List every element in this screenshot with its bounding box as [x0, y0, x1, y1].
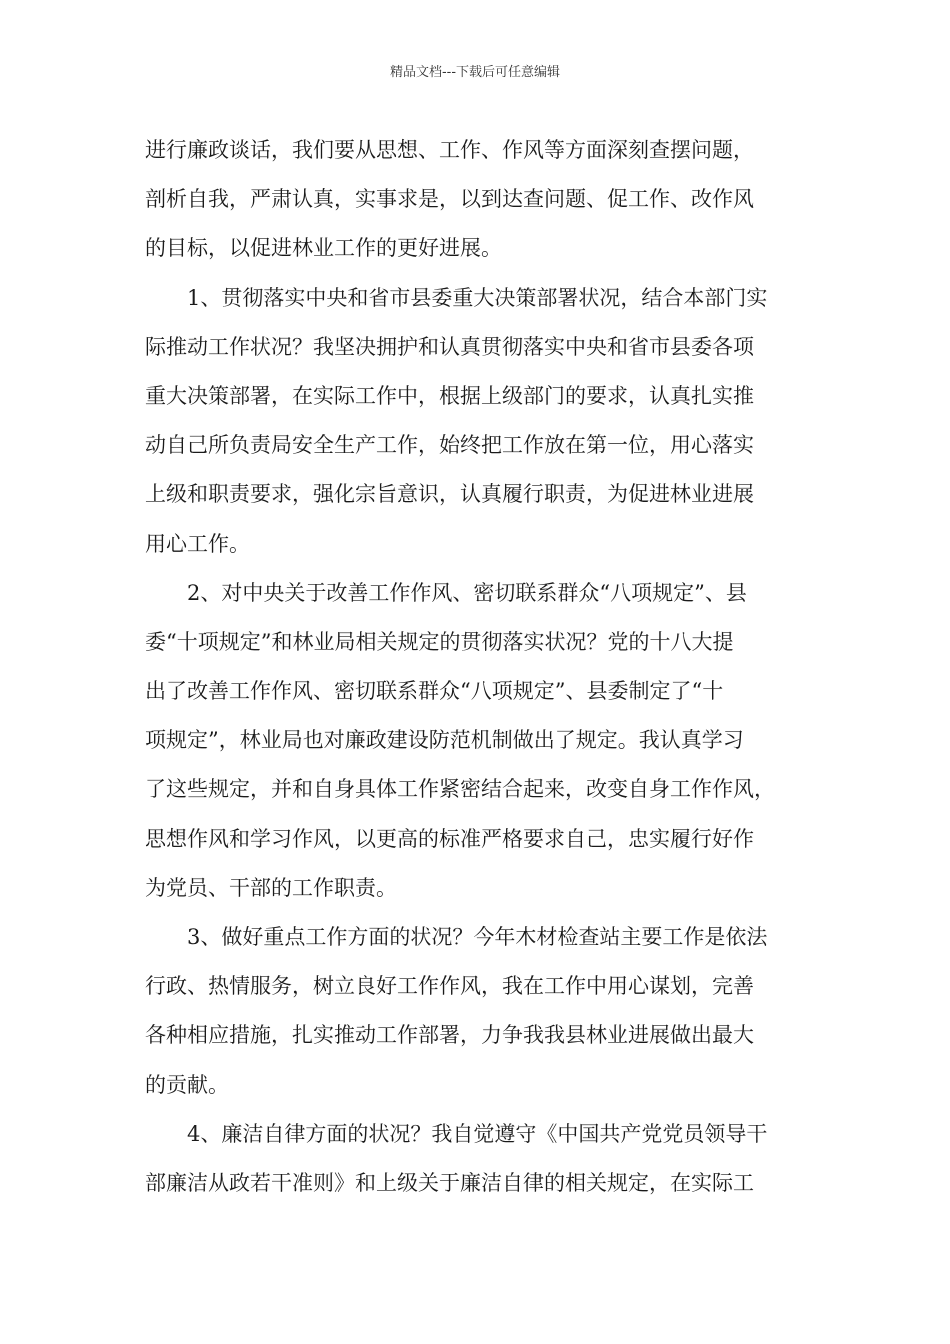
page-header: 精品文档---下载后可任意编辑 — [389, 65, 561, 80]
text-line: 项规定”，林业局也对廉政建设防范机制做出了规定。我认真学习 — [145, 728, 744, 753]
text-line: 的贡献。 — [145, 1072, 229, 1097]
text-line: 3、做好重点工作方面的状况？今年木材检查站主要工作是依法 — [187, 925, 768, 949]
text-line: 各种相应措施，扎实推动工作部署，力争我我县林业进展做出最大 — [145, 1023, 754, 1048]
text-line: 出了改善工作作风、密切联系群众“八项规定”、县委制定了“十 — [145, 679, 724, 704]
text-line: 1、贯彻落实中央和省市县委重大决策部署状况，结合本部门实 — [187, 285, 768, 310]
text-line: 进行廉政谈话，我们要从思想、工作、作风等方面深刻查摆问题， — [145, 138, 754, 162]
text-line: 上级和职责要求，强化宗旨意识，认真履行职责，为促进林业进展 — [145, 482, 754, 507]
text-line: 动自己所负责局安全生产工作，始终把工作放在第一位，用心落实 — [145, 433, 754, 458]
text-line: 剖析自我，严肃认真，实事求是，以到达查问题、促工作、改作风 — [145, 187, 754, 212]
text-line: 重大决策部署，在实际工作中，根据上级部门的要求，认真扎实推 — [145, 383, 754, 408]
text-line: 4、廉洁自律方面的状况？我自觉遵守《中国共产党党员领导干 — [187, 1121, 768, 1146]
paragraph — [145, 569, 810, 913]
document-body — [145, 126, 810, 1208]
text-line: 为党员、干部的工作职责。 — [145, 875, 397, 900]
text-line: 委“十项规定”和林业局相关规定的贯彻落实状况？党的十八大提 — [145, 629, 734, 654]
text-line: 行政、热情服务，树立良好工作作风，我在工作中用心谋划，完善 — [145, 974, 754, 999]
text-line: 的目标，以促进林业工作的更好进展。 — [145, 236, 502, 261]
paragraph — [145, 1110, 810, 1208]
text-line: 2、对中央关于改善工作作风、密切联系群众“八项规定”、县 — [187, 580, 747, 605]
text-line: 用心工作。 — [145, 531, 250, 556]
text-line: 部廉洁从政若干准则》和上级关于廉洁自律的相关规定，在实际工 — [145, 1170, 754, 1195]
paragraph — [145, 126, 810, 274]
paragraph — [145, 274, 810, 569]
paragraph — [145, 913, 810, 1110]
text-line: 了这些规定，并和自身具体工作紧密结合起来，改变自身工作作风， — [145, 777, 775, 802]
text-line: 思想作风和学习作风，以更高的标准严格要求自己，忠实履行好作 — [145, 826, 754, 851]
text-line: 际推动工作状况？我坚决拥护和认真贯彻落实中央和省市县委各项 — [145, 334, 754, 359]
